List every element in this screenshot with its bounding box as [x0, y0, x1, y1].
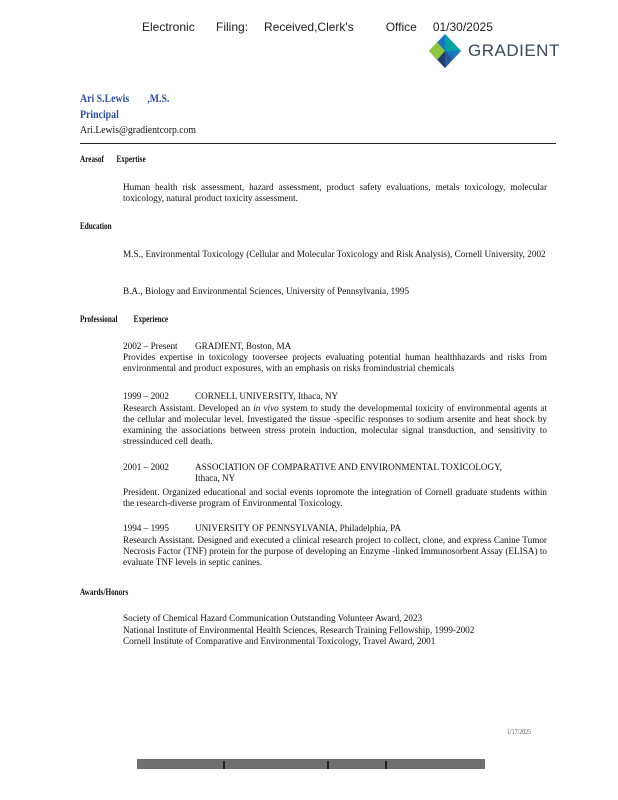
experience-entry-header	[123, 341, 291, 352]
section-heading-experience: Professional Experience	[80, 314, 169, 324]
experience-org: ASSOCIATION OF COMPARATIVE AND ENVIRONMENTAL TOXICOLOGY,	[195, 462, 502, 472]
award-item: Society of Chemical Hazard Communication Outstanding Volunteer Award, 2023	[123, 613, 423, 623]
experience-dates: 1999 – 2002	[123, 391, 169, 401]
filing-stamp: Electronic Filing: Received,Clerk's Office 01/30/2025	[142, 20, 493, 34]
logo-wordmark: GRADIENT	[468, 41, 560, 60]
expertise-text: Human health risk assessment, hazard assessment, product safety evaluations, metals toxicology, molecular toxicology, natural product toxicity assessment.	[123, 182, 547, 203]
experience-description: President. Organized educational and social events topromote the integration of Cornell graduate students within the research-diverse program of Environmental Toxicology.	[123, 487, 547, 508]
experience-dates: 2002 – Present	[123, 341, 178, 351]
experience-org-block	[195, 462, 547, 484]
experience-entry-header	[123, 462, 195, 473]
page-date: 1/17/2025	[507, 728, 532, 736]
footer-bar-mark	[223, 761, 225, 769]
footer-bar-mark	[327, 761, 329, 769]
experience-org-location: Ithaca, NY	[195, 473, 236, 483]
person-name	[80, 91, 169, 106]
experience-description-prefix: Research Assistant. Developed an	[123, 403, 254, 413]
header-divider	[80, 143, 556, 144]
gradient-diamond-logo-icon	[428, 33, 462, 69]
person-title: Principal	[80, 107, 119, 121]
gradient-logo	[428, 33, 560, 69]
experience-org: CORNELL UNIVERSITY, Ithaca, NY	[195, 391, 339, 401]
section-heading-expertise: Areasof Expertise	[80, 154, 146, 164]
experience-org: UNIVERSITY OF PENNSYLVANIA, Philadelphia, PA	[195, 523, 402, 533]
person-email: Ari.Lewis@gradientcorp.com	[80, 124, 196, 136]
award-item: Cornell Institute of Comparative and Environmental Toxicology, Travel Award, 2001	[123, 636, 436, 646]
education-item: B.A., Biology and Environmental Sciences, University of Pennsylvania, 1995	[123, 286, 410, 296]
footer-bar-mark	[385, 761, 387, 769]
award-item: National Institute of Environmental Health Sciences, Research Training Fellowship, 1999-2002	[123, 624, 475, 635]
experience-dates: 2001 – 2002	[123, 462, 169, 472]
section-heading-education: Education	[80, 221, 112, 231]
experience-description: Research Assistant. Designed and executed a clinical research project to collect, clone, and express Canine Tumor Necrosis Factor (TNF) protein for the purpose of developing an Enzyme -linked Immunosorbent Assay (ELISA) to evaluate TNF levels in septic canines.	[123, 535, 547, 567]
footer-bar	[137, 759, 485, 769]
person-name-text: Ari S.Lewis	[80, 91, 130, 105]
experience-dates: 1994 – 1995	[123, 523, 169, 533]
section-heading-awards: Awards/Honors	[80, 587, 129, 597]
experience-description-italic: in vivo	[253, 403, 279, 413]
person-credential: ,M.S.	[147, 91, 170, 105]
experience-entry-header	[123, 523, 401, 534]
experience-org: GRADIENT, Boston, MA	[195, 341, 292, 351]
experience-description	[123, 403, 547, 447]
awards-list	[123, 613, 553, 648]
experience-entry-header	[123, 391, 338, 402]
education-item: M.S., Environmental Toxicology (Cellular and Molecular Toxicology and Risk Analysis), Cornell University, 2002	[123, 249, 546, 259]
experience-description: Provides expertise in toxicology tooversee projects evaluating potential human healthhazards and risks from environmental and product exposures, with an emphasis on risks fromindustrial chemicals	[123, 352, 547, 373]
experience-description-suffix: system to study the developmental toxicity of environmental agents at the cellular and molecular level. Investigated the tissue -specific responses to sodium arsenite and heat shock by examining the associations between stress protein induction, molecular signal transduction, and sensitivity to stressinduced cell death.	[123, 403, 547, 446]
